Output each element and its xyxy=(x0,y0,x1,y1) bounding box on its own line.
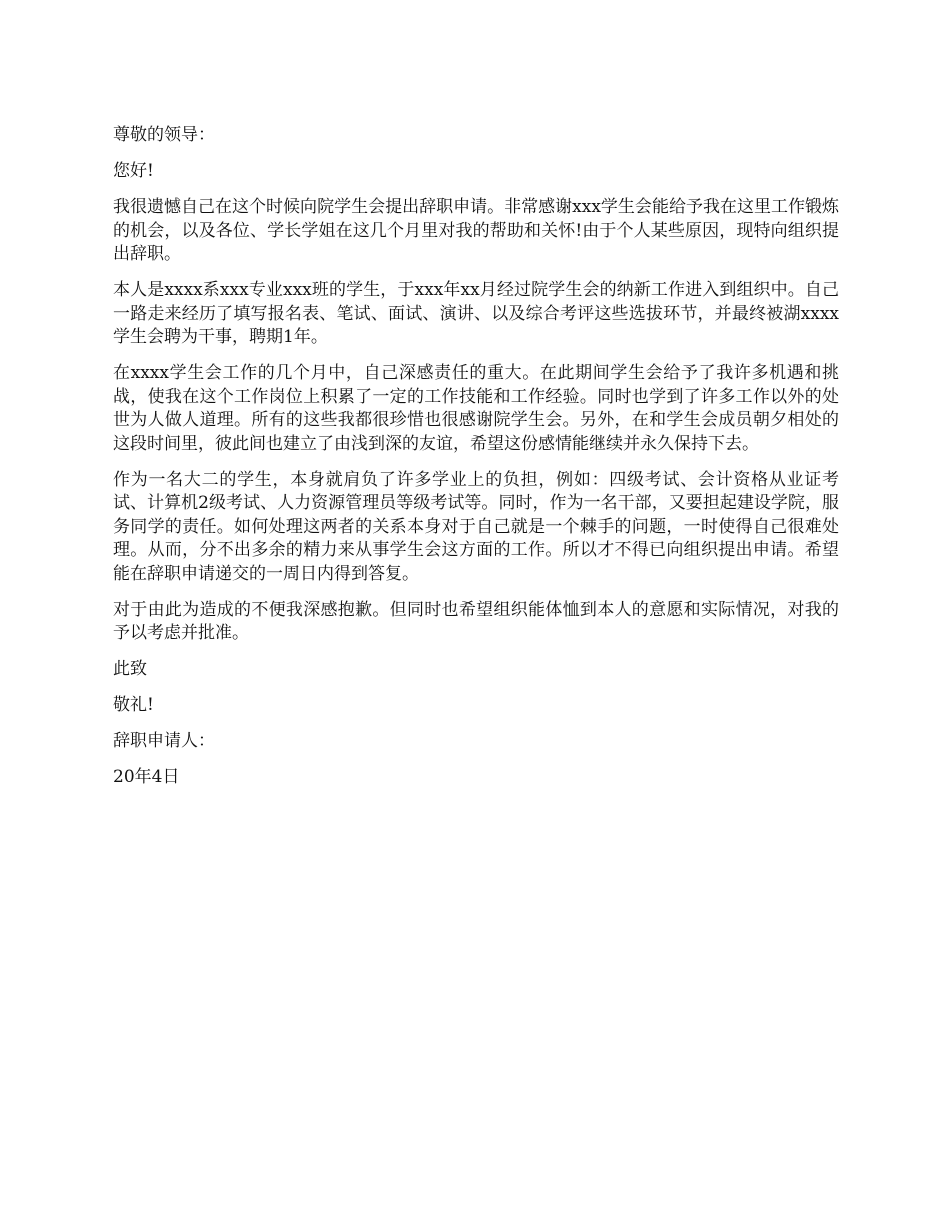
paragraph-1: 我很遗憾自己在这个时候向院学生会提出辞职申请。非常感谢xxx学生会能给予我在这里工作锻炼的机会，以及各位、学长学姐在这几个月里对我的帮助和关怀!由于个人某些原因，现特向组织提出辞职。 xyxy=(113,197,839,264)
paragraph-2: 本人是xxxx系xxx专业xxx班的学生，于xxx年xx月经过院学生会的纳新工作进入到组织中。自己一路走来经历了填写报名表、笔试、面试、演讲、以及综合考评这些选拔环节，并最终被湖xxxx学生会聘为干事，聘期1年。 xyxy=(113,280,839,347)
regards: 敬礼! xyxy=(113,695,154,715)
greeting: 您好! xyxy=(113,161,154,181)
salutation: 尊敬的领导： xyxy=(113,125,215,145)
letter-body xyxy=(113,124,839,802)
paragraph-5: 对于由此为造成的不便我深感抱歉。但同时也希望组织能体恤到本人的意愿和实际情况，对我的予以考虑并批准。 xyxy=(113,599,839,643)
paragraph-3: 在xxxx学生会工作的几个月中，自己深感责任的重大。在此期间学生会给予了我许多机遇和挑战，使我在这个工作岗位上积累了一定的工作技能和工作经验。同时也学到了许多工作以外的处世为人做人道理。所有的这些我都很珍惜也很感谢院学生会。另外，在和学生会成员朝夕相处的这段时间里，彼此间也建立了由浅到深的友谊，希望这份感情能继续并永久保持下去。 xyxy=(113,363,839,454)
signature-label: 辞职申请人： xyxy=(113,731,215,751)
date: 20年4日 xyxy=(113,767,180,787)
paragraph-4: 作为一名大二的学生，本身就肩负了许多学业上的负担，例如：四级考试、会计资格从业证考试、计算机2级考试、人力资源管理员等级考试等。同时，作为一名干部，又要担起建设学院，服务同学的责任。如何处理这两者的关系本身对于自己就是一个棘手的问题，一时使得自己很难处理。从而，分不出多余的精力来从事学生会这方面的工作。所以才不得已向组织提出申请。希望能在辞职申请递交的一周日内得到答复。 xyxy=(113,469,839,584)
closing: 此致 xyxy=(113,659,147,679)
